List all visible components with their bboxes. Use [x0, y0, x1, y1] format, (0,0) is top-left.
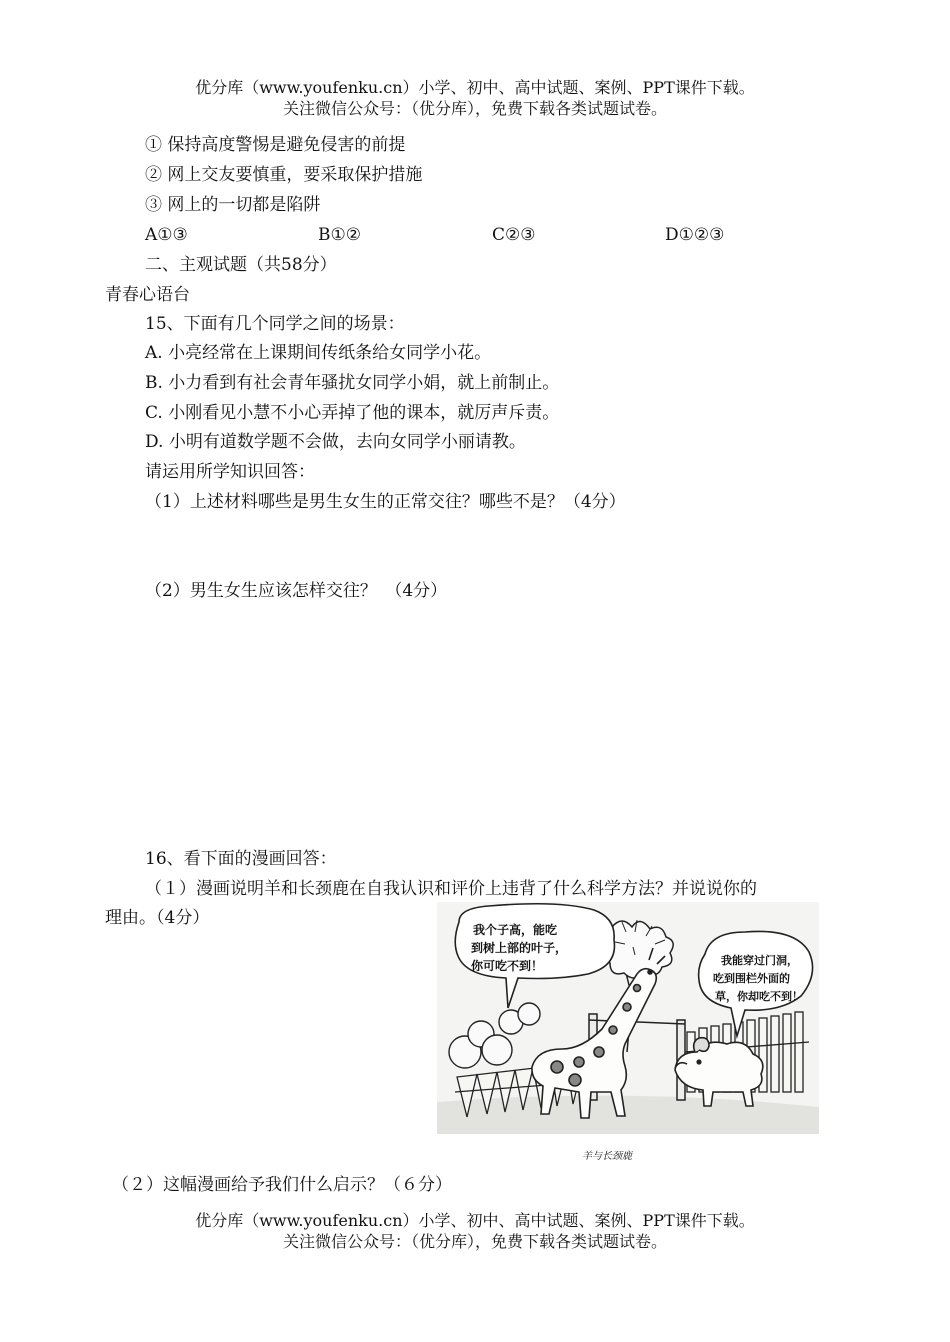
option-2: ② 网上交友要慎重，要采取保护措施 [145, 165, 423, 185]
q16-stem: 16、看下面的漫画回答： [145, 849, 337, 869]
q15-sub2: （2）男生女生应该怎样交往？ （4分） [145, 581, 448, 601]
q16-sub1-line2: 理由。（4分） [105, 908, 210, 928]
giraffe-speech-1: 我个子高，能吃 [473, 923, 558, 937]
comic-caption: 羊与长颈鹿 [582, 1151, 632, 1162]
sheep-speech-1: 我能穿过门洞， [721, 954, 798, 967]
q16-sub1-line1: （１）漫画说明羊和长颈鹿在自我认识和评价上违背了什么科学方法？并说说你的 [145, 879, 757, 899]
section-title: 二、主观试题（共58分） [145, 255, 337, 275]
q15-item-d: D. 小明有道数学题不会做，去向女同学小丽请教。 [145, 432, 526, 452]
choice-a: A①③ [145, 225, 188, 245]
q15-item-c: C. 小刚看见小慧不小心弄掉了他的课本，就厉声斥责。 [145, 403, 560, 423]
choice-c: C②③ [492, 225, 536, 245]
giraffe-speech-3: 你可吃不到！ [471, 959, 544, 973]
q15-item-a: A. 小亮经常在上课期间传纸条给女同学小花。 [145, 343, 492, 363]
sheep-speech-3: 草，你却吃不到！ [715, 990, 803, 1003]
footer-line-2: 关注微信公众号：（优分库），免费下载各类试题试卷。 [282, 1232, 667, 1251]
header-line-2: 关注微信公众号：（优分库），免费下载各类试题试卷。 [282, 99, 667, 118]
q15-item-b: B. 小力看到有社会青年骚扰女同学小娟，就上前制止。 [145, 373, 560, 393]
option-1: ① 保持高度警惕是避免侵害的前提 [145, 135, 406, 155]
footer-line-1: 优分库（www.youfenku.cn）小学、初中、高中试题、案例、PPT课件下载。 [195, 1211, 755, 1230]
q15-prompt: 请运用所学知识回答： [145, 462, 315, 482]
option-3: ③ 网上的一切都是陷阱 [145, 195, 321, 215]
giraffe-speech-2: 到树上部的叶子， [471, 941, 568, 955]
q16-sub2: （２）这幅漫画给予我们什么启示？（６分） [112, 1175, 452, 1195]
header-line-1: 优分库（www.youfenku.cn）小学、初中、高中试题、案例、PPT课件下载。 [195, 78, 755, 97]
subsection-title: 青春心语台 [105, 285, 190, 305]
q15-stem: 15、下面有几个同学之间的场景： [145, 314, 405, 334]
comic-illustration [437, 902, 819, 1134]
sheep-speech-2: 吃到围栏外面的 [713, 972, 790, 985]
choice-b: B①② [318, 225, 361, 245]
choice-d: D①②③ [665, 225, 725, 245]
q15-sub1: （1）上述材料哪些是男生女生的正常交往？哪些不是？（4分） [145, 492, 626, 512]
